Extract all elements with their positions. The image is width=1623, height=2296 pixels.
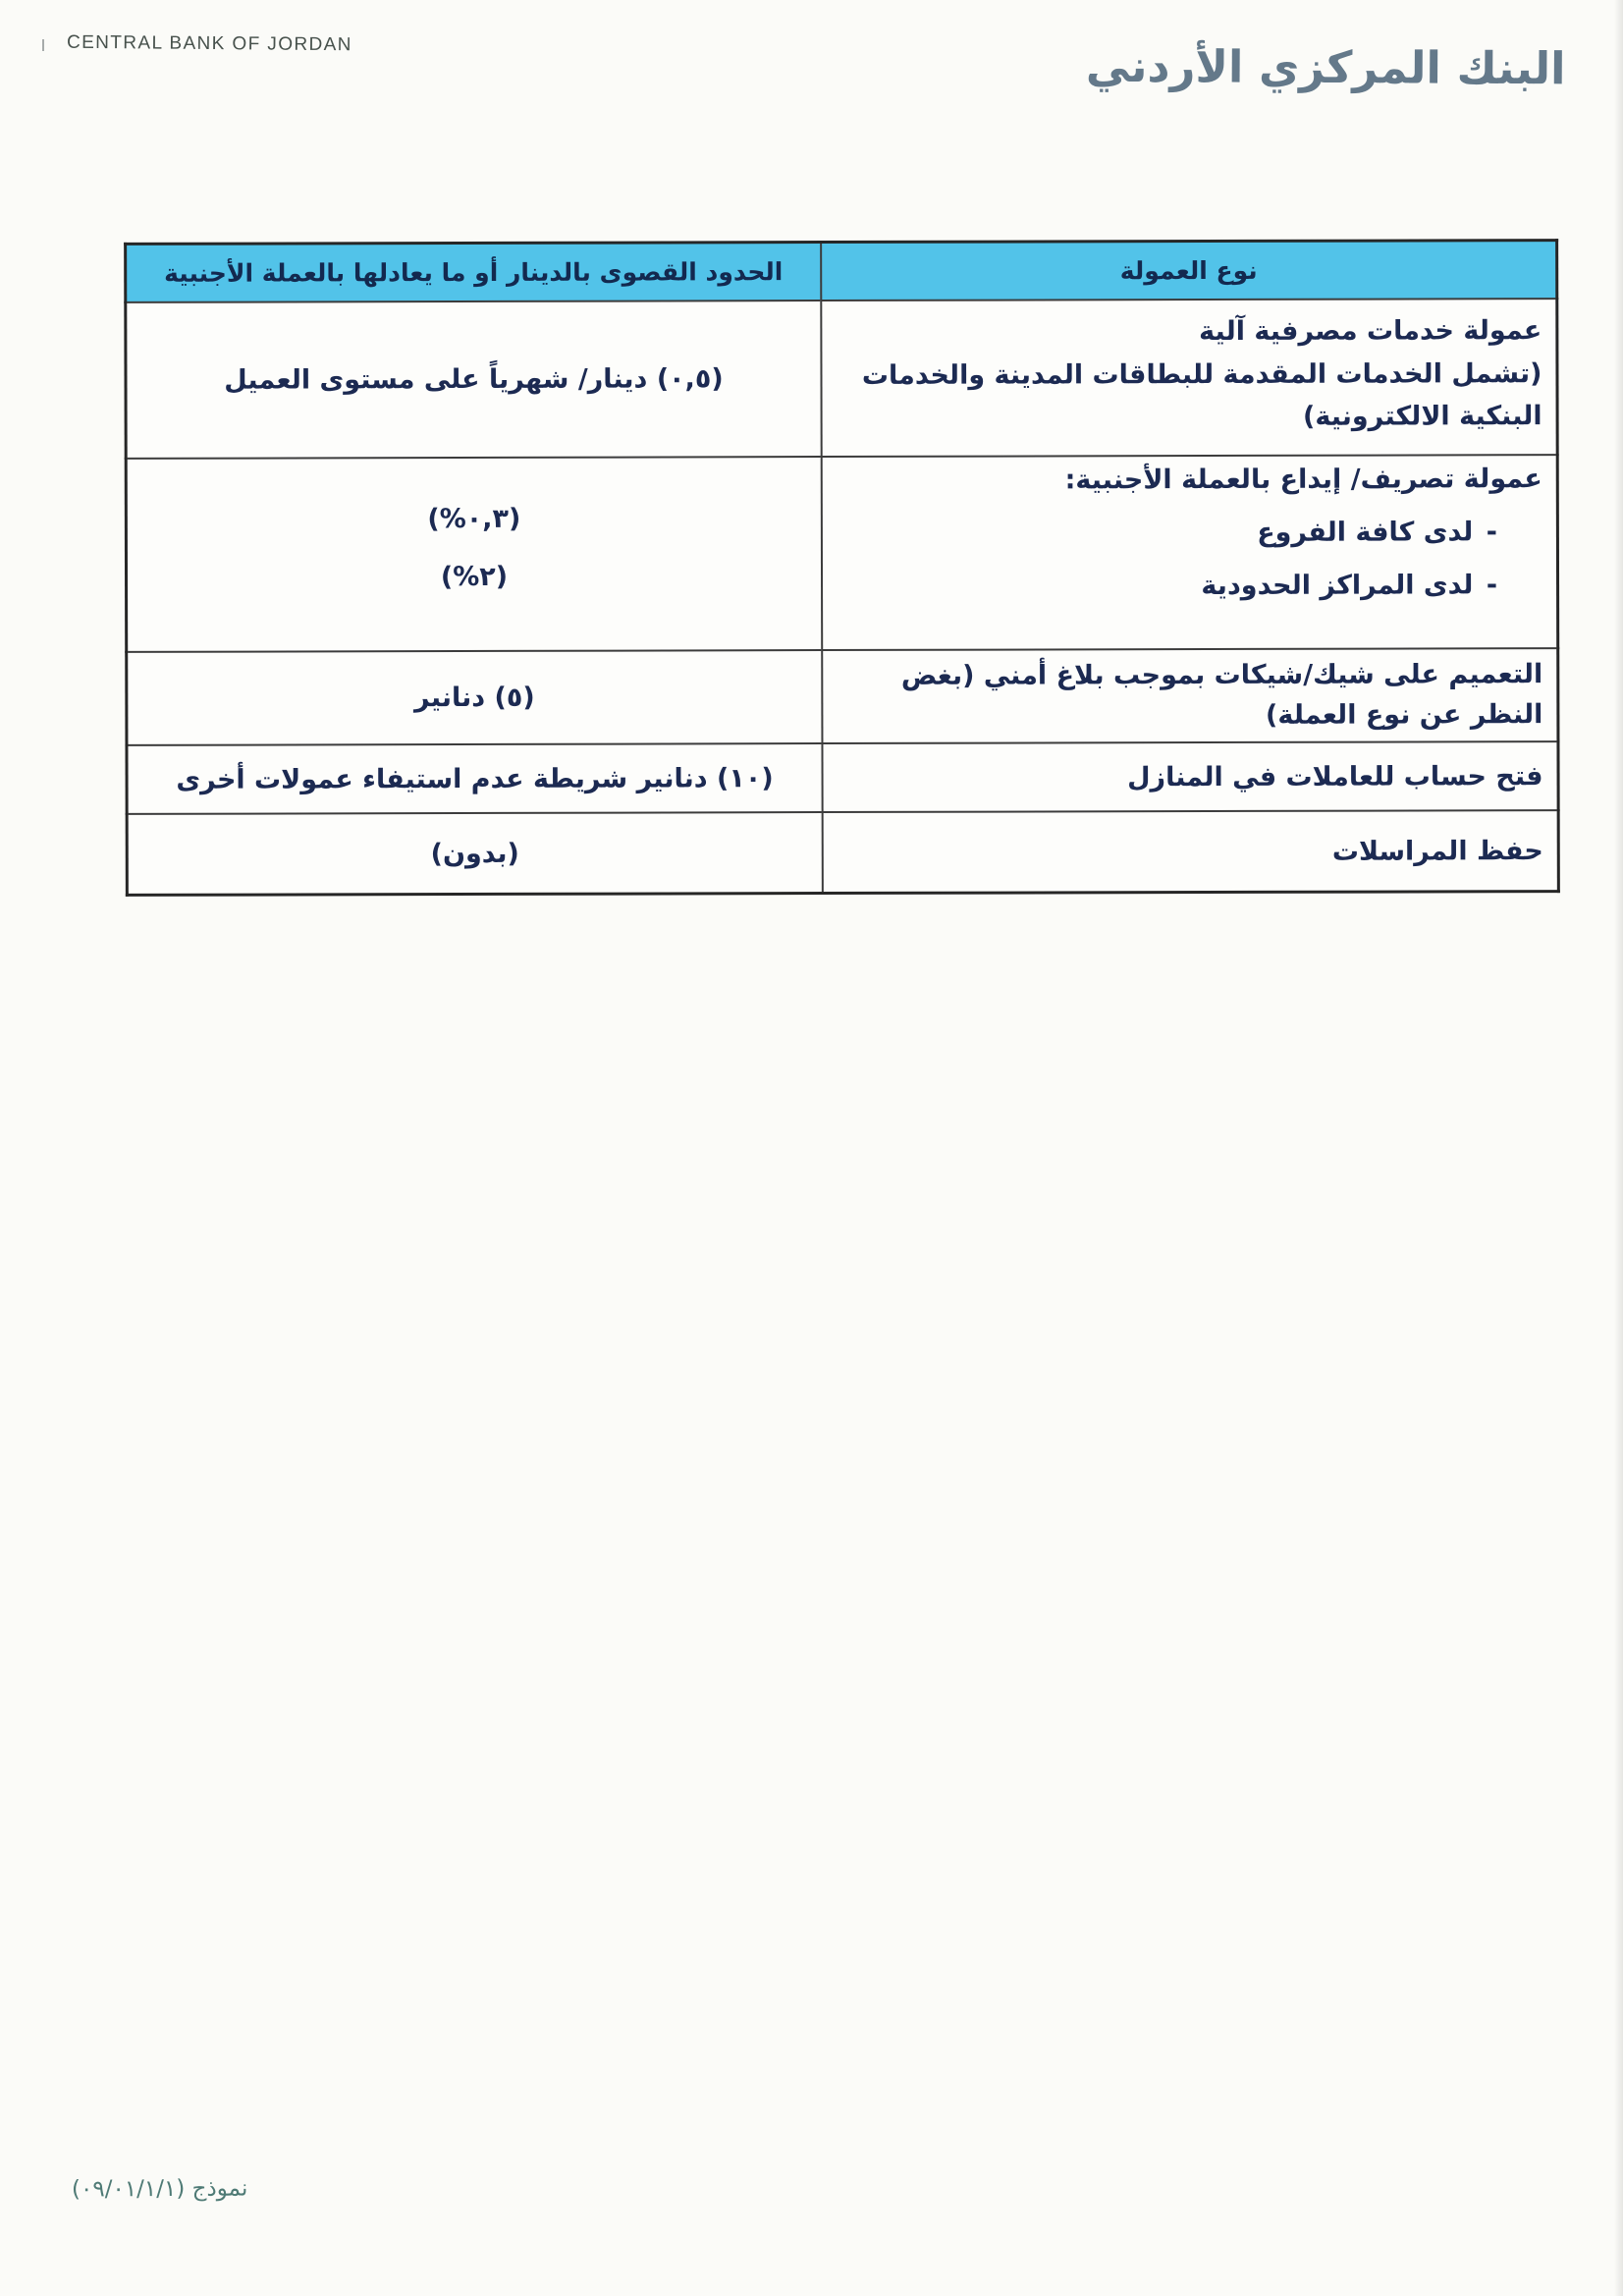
table-row-cheque-security-notice <box>127 648 1558 745</box>
scan-edge-shadow <box>1614 0 1623 2296</box>
limit-value: (١٠) دنانير شريطة عدم استيفاء عمولات أخرى <box>176 762 774 795</box>
commission-type-cell <box>822 648 1558 743</box>
table-row-fx-exchange-deposit <box>126 455 1558 652</box>
limit-value-cell <box>127 650 823 745</box>
limit-value: (٠,٥) دينار/ شهرياً على مستوى العميل <box>224 363 724 396</box>
limit-value-branches: (٠,٣%) <box>427 503 521 535</box>
header-commission-type: نوع العمولة <box>821 241 1557 301</box>
commission-type-cell <box>822 741 1558 812</box>
commission-title: فتح حساب للعاملات في المنازل <box>1127 760 1543 793</box>
table-row-correspondence-retention <box>127 810 1558 895</box>
table-row-automated-banking-services <box>126 299 1557 459</box>
commission-title: حفظ المراسلات <box>1331 835 1543 867</box>
limit-value-border-centers: (٢%) <box>440 561 509 593</box>
bank-name-english: CENTRAL BANK OF JORDAN <box>66 31 352 56</box>
commission-bullet-branches: - لدى كافة الفروع <box>1257 517 1497 548</box>
limit-value-cell <box>127 743 823 814</box>
table-header-row <box>126 241 1557 302</box>
commission-title: عمولة تصريف/ إيداع بالعملة الأجنبية: <box>1064 464 1542 496</box>
limit-value-cell <box>127 812 823 895</box>
scan-artifact-tick <box>42 39 44 51</box>
commission-title: التعميم على شيك/شيكات بموجب بلاغ أمني (بغض النظر عن نوع العملة) <box>900 659 1543 731</box>
commission-type-cell <box>823 810 1559 893</box>
commission-type-cell <box>822 455 1558 650</box>
bank-logo-arabic: البنك المركزي الأردني <box>1086 39 1567 95</box>
commission-title: عمولة خدمات مصرفية آلية <box>1199 315 1542 348</box>
commission-type-cell <box>821 299 1557 457</box>
form-number: نموذج (٠٩/٠١/١/١) <box>71 2175 248 2203</box>
limit-value-cell <box>126 301 822 459</box>
limit-value: (بدون) <box>430 838 519 869</box>
header-max-limits: الحدود القصوى بالدينار أو ما يعادلها بالعملة الأجنبية <box>126 243 822 302</box>
table-row-domestic-workers-account <box>127 741 1558 814</box>
limit-value-cell <box>126 457 822 652</box>
commission-limits-table <box>124 239 1560 897</box>
limit-value: (٥) دنانير <box>413 682 535 714</box>
commission-bullet-border-centers: - لدى المراكز الحدودية <box>1201 570 1498 602</box>
commission-note: (تشمل الخدمات المقدمة للبطاقات المدينة والخدمات البنكية الالكترونية) <box>861 357 1542 433</box>
